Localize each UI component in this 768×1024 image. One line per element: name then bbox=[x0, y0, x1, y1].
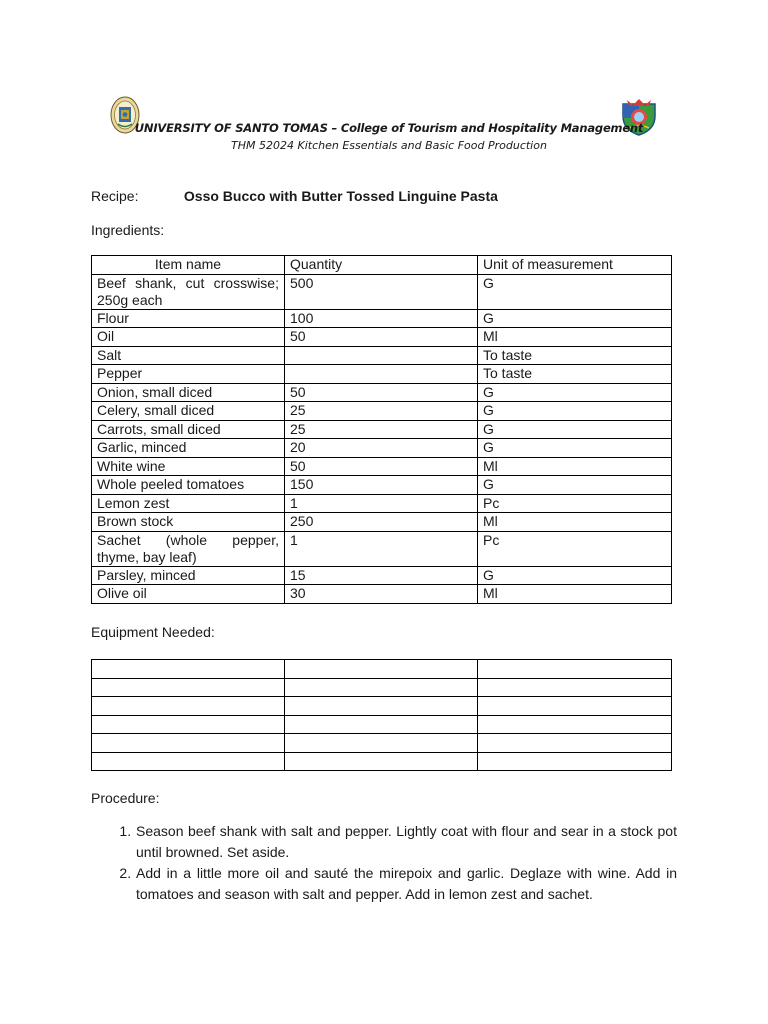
cell-item-name: Carrots, small diced bbox=[92, 420, 285, 439]
equipment-cell bbox=[478, 697, 672, 716]
cell-unit: Ml bbox=[478, 328, 672, 347]
header-quantity: Quantity bbox=[285, 256, 478, 275]
cell-quantity: 20 bbox=[285, 439, 478, 458]
cell-unit: Ml bbox=[478, 585, 672, 604]
university-title: UNIVERSITY OF SANTO TOMAS – College of Tourism and Hospitality Management bbox=[134, 121, 644, 135]
cell-quantity: 500 bbox=[285, 274, 478, 309]
cell-quantity: 30 bbox=[285, 585, 478, 604]
cell-quantity: 50 bbox=[285, 457, 478, 476]
equipment-cell bbox=[285, 697, 478, 716]
table-row bbox=[92, 402, 672, 421]
table-row bbox=[92, 678, 672, 697]
cell-item-name: Flour bbox=[92, 309, 285, 328]
header-unit: Unit of measurement bbox=[478, 256, 672, 275]
ingredients-label: Ingredients: bbox=[91, 222, 165, 238]
cell-quantity: 25 bbox=[285, 402, 478, 421]
equipment-cell bbox=[285, 752, 478, 771]
table-row bbox=[92, 439, 672, 458]
cell-unit: G bbox=[478, 439, 672, 458]
cell-item-name: Onion, small diced bbox=[92, 383, 285, 402]
header-item-name: Item name bbox=[92, 256, 285, 275]
cell-item-name: Celery, small diced bbox=[92, 402, 285, 421]
table-row bbox=[92, 531, 672, 566]
table-row bbox=[92, 513, 672, 532]
cell-quantity: 150 bbox=[285, 476, 478, 495]
table-row bbox=[92, 328, 672, 347]
equipment-cell bbox=[478, 734, 672, 753]
cell-item-name: Olive oil bbox=[92, 585, 285, 604]
cell-quantity: 25 bbox=[285, 420, 478, 439]
equipment-cell bbox=[285, 734, 478, 753]
equipment-table bbox=[91, 659, 672, 771]
equipment-cell bbox=[92, 752, 285, 771]
table-row bbox=[92, 697, 672, 716]
cell-item-name: White wine bbox=[92, 457, 285, 476]
equipment-cell bbox=[285, 660, 478, 679]
table-row bbox=[92, 566, 672, 585]
cell-quantity bbox=[285, 365, 478, 384]
cell-item-name: Pepper bbox=[92, 365, 285, 384]
cell-item-name: Salt bbox=[92, 346, 285, 365]
ingredients-table bbox=[91, 255, 672, 604]
cell-quantity: 1 bbox=[285, 531, 478, 566]
cell-unit: To taste bbox=[478, 365, 672, 384]
equipment-label: Equipment Needed: bbox=[91, 624, 215, 640]
cell-unit: Pc bbox=[478, 531, 672, 566]
course-title: THM 52024 Kitchen Essentials and Basic Food Production bbox=[231, 139, 547, 152]
cell-quantity: 100 bbox=[285, 309, 478, 328]
cell-unit: G bbox=[478, 309, 672, 328]
cell-unit: Ml bbox=[478, 457, 672, 476]
cell-item-name: Parsley, minced bbox=[92, 566, 285, 585]
cell-unit: Ml bbox=[478, 513, 672, 532]
cell-item-name: Garlic, minced bbox=[92, 439, 285, 458]
cell-unit: To taste bbox=[478, 346, 672, 365]
table-row bbox=[92, 476, 672, 495]
equipment-cell bbox=[92, 660, 285, 679]
equipment-cell bbox=[478, 660, 672, 679]
table-row bbox=[92, 309, 672, 328]
cell-quantity: 250 bbox=[285, 513, 478, 532]
table-row bbox=[92, 457, 672, 476]
cell-item-name: Sachet (whole pepper, thyme, bay leaf) bbox=[92, 531, 285, 566]
cell-unit: G bbox=[478, 274, 672, 309]
cell-quantity: 1 bbox=[285, 494, 478, 513]
cell-unit: G bbox=[478, 383, 672, 402]
recipe-title: Osso Bucco with Butter Tossed Linguine Pasta bbox=[183, 188, 498, 204]
table-row bbox=[92, 715, 672, 734]
procedure-label: Procedure: bbox=[91, 790, 160, 806]
equipment-cell bbox=[478, 678, 672, 697]
table-row bbox=[92, 274, 672, 309]
cell-unit: G bbox=[478, 476, 672, 495]
cell-unit: G bbox=[478, 566, 672, 585]
table-row bbox=[92, 585, 672, 604]
equipment-cell bbox=[285, 715, 478, 734]
table-row bbox=[92, 660, 672, 679]
equipment-cell bbox=[478, 715, 672, 734]
recipe-title-row bbox=[91, 188, 498, 204]
table-row bbox=[92, 494, 672, 513]
equipment-cell bbox=[478, 752, 672, 771]
cell-quantity: 15 bbox=[285, 566, 478, 585]
table-row bbox=[92, 365, 672, 384]
recipe-label: Recipe: bbox=[91, 188, 139, 204]
cell-unit: G bbox=[478, 420, 672, 439]
cell-item-name: Brown stock bbox=[92, 513, 285, 532]
procedure-steps bbox=[91, 821, 677, 905]
table-header-row bbox=[92, 256, 672, 275]
table-row bbox=[92, 752, 672, 771]
procedure-step: 2. Add in a little more oil and sauté the mirepoix and garlic. Deglaze with wine. Add in tomatoes and season with salt and pepper. Add in lemon zest and sachet. bbox=[135, 863, 677, 905]
procedure-step: 1. Season beef shank with salt and pepper. Lightly coat with flour and sear in a stock pot until browned. Set aside. bbox=[135, 821, 677, 863]
cell-quantity bbox=[285, 346, 478, 365]
cell-item-name: Whole peeled tomatoes bbox=[92, 476, 285, 495]
table-row bbox=[92, 420, 672, 439]
table-row bbox=[92, 734, 672, 753]
cell-item-name: Oil bbox=[92, 328, 285, 347]
table-row bbox=[92, 383, 672, 402]
table-row bbox=[92, 346, 672, 365]
equipment-cell bbox=[285, 678, 478, 697]
cell-unit: Pc bbox=[478, 494, 672, 513]
cell-item-name: Lemon zest bbox=[92, 494, 285, 513]
cell-item-name: Beef shank, cut crosswise; 250g each bbox=[92, 274, 285, 309]
equipment-cell bbox=[92, 697, 285, 716]
equipment-cell bbox=[92, 715, 285, 734]
equipment-cell bbox=[92, 678, 285, 697]
cell-quantity: 50 bbox=[285, 383, 478, 402]
cell-quantity: 50 bbox=[285, 328, 478, 347]
cell-unit: G bbox=[478, 402, 672, 421]
equipment-cell bbox=[92, 734, 285, 753]
